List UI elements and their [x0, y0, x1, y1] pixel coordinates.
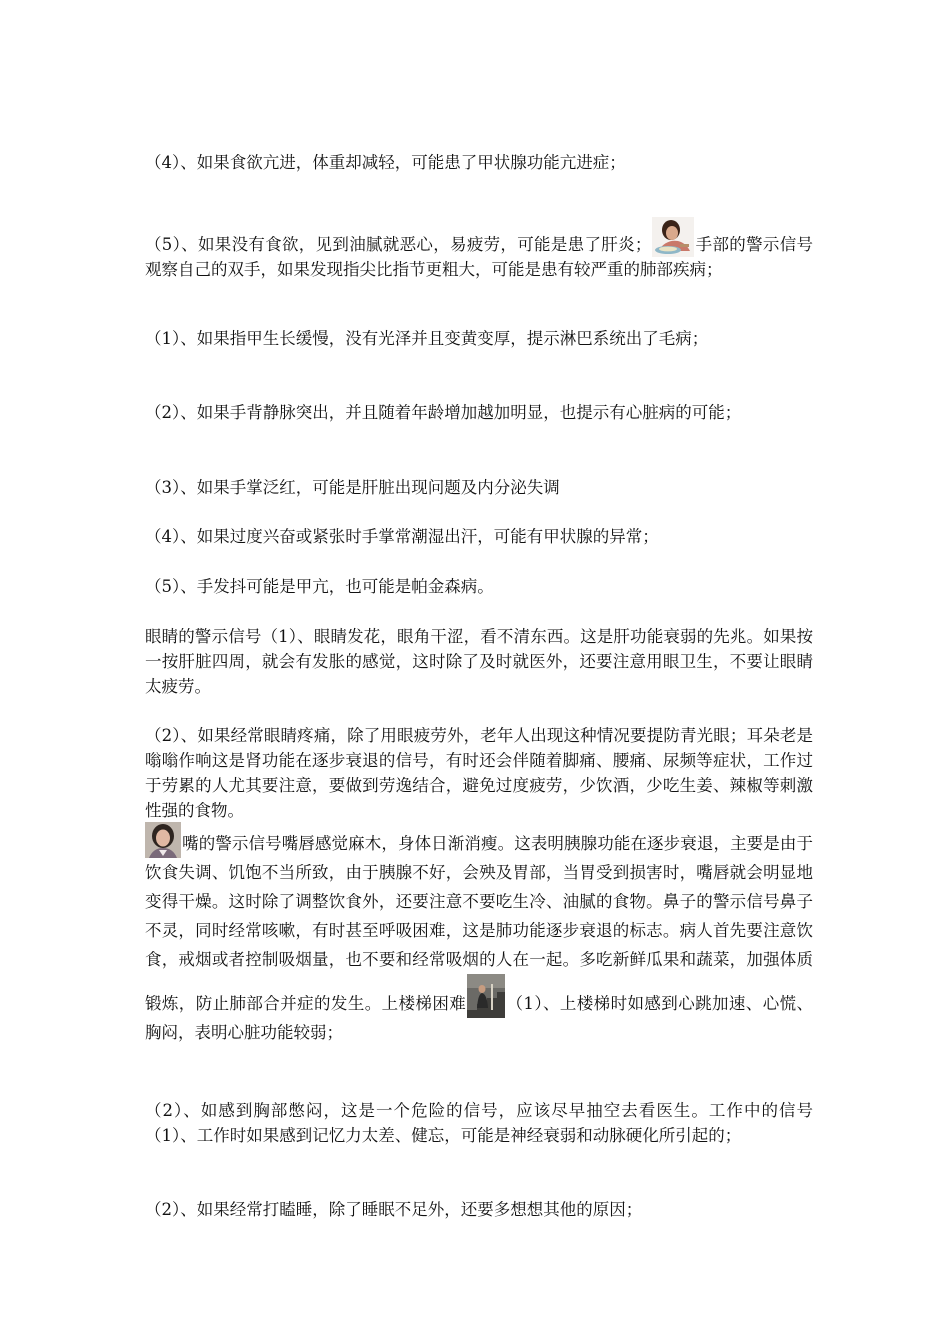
paragraph-text: 眼睛的警示信号（1）、眼睛发花，眼角干涩，看不清东西。这是肝功能衰弱的先兆。如果按一按肝脏四周，就会有发胀的感觉，这时除了及时就医外，还要注意用眼卫生，不要让眼睛太疲劳。: [145, 627, 813, 696]
paragraph-text: 嘴的警示信号嘴唇感觉麻木，身体日渐消瘦。这表明胰腺功能在逐步衰退，主要是由于饮食失调、饥饱不当所致，由于胰腺不好，会殃及胃部，当胃受到损害时，嘴唇就会明显地变得干燥。这时除了调整饮食外，还要注意不要吃生冷、油腻的食物。鼻子的警示信号鼻子不灵，同时经常咳嗽，有时甚至呼吸困难，这是肺功能逐步衰退的标志。病人首先要注意饮食，戒烟或者控制吸烟量，也不要和经常吸烟的人在一起。多吃新鲜瓜果和蔬菜，加强体质锻炼，防止肺部合并症的发生。上楼梯困难: [145, 834, 813, 1013]
paragraph-text: 手部的警示信号观察自己的双手，如果发现指尖比指节更粗大，可能是患有较严重的肺部疾病；: [145, 235, 814, 279]
paragraph-text: （2）、如果手背静脉突出，并且随着年龄增加越加明显，也提示有心脏病的可能；: [145, 403, 742, 422]
paragraph-text: （5）、手发抖可能是甲亢，也可能是帕金森病。: [145, 577, 494, 596]
woman-eating-photo: [652, 217, 694, 257]
paragraph-text: （2）、如果经常眼睛疼痛，除了用眼疲劳外，老年人出现这种情况要提防青光眼；耳朵老是嗡嗡作响这是肾功能在逐步衰退的信号，有时还会伴随着脚痛、腰痛、尿频等症状，工作过于劳累的人尤其要注意，要做到劳逸结合，避免过度疲劳，少饮酒，少吃生姜、辣椒等刺激性强的食物。: [145, 726, 813, 820]
paragraph-text: （5）、如果没有食欲，见到油腻就恶心，易疲劳，可能是患了肝炎；: [145, 235, 652, 254]
paragraph-text: （1）、上楼梯时如感到心跳加速、心慌、胸闷，表明心脏功能较弱；: [145, 994, 813, 1042]
paragraph-vein-2: [145, 400, 813, 425]
paragraph-eyes-2-ears: [145, 723, 813, 823]
paragraph-text: （1）、如果指甲生长缓慢，没有光泽并且变黄变厚，提示淋巴系统出了毛病；: [145, 329, 709, 348]
paragraph-appetite-4: [145, 150, 813, 175]
paragraph-appetite-5-hand: [145, 217, 813, 282]
paragraph-text: （2）、如感到胸部憋闷，这是一个危险的信号，应该尽早抽空去看医生。工作中的信号（1）、工作时如果感到记忆力太差、健忘，可能是神经衰弱和动脉硬化所引起的；: [145, 1101, 813, 1145]
paragraph-text: （3）、如果手掌泛红，可能是肝脏出现问题及内分泌失调: [145, 478, 560, 497]
paragraph-chest-work: [145, 1098, 813, 1148]
paragraph-text: （4）、如果过度兴奋或紧张时手掌常潮湿出汗，可能有甲状腺的异常；: [145, 527, 659, 546]
man-stairs-photo: [467, 974, 505, 1018]
paragraph-eyes: [145, 624, 813, 699]
paragraph-palm-3: [145, 475, 813, 500]
paragraph-drowsy-2: [145, 1197, 813, 1222]
paragraph-nail-1: [145, 326, 813, 351]
paragraph-text: （2）、如果经常打瞌睡，除了睡眠不足外，还要多想想其他的原因；: [145, 1200, 643, 1219]
paragraph-mouth-nose-stairs: [145, 822, 813, 1047]
paragraph-sweat-4: [145, 524, 813, 549]
paragraph-tremor-5: [145, 574, 813, 599]
paragraph-text: （4）、如果食欲亢进，体重却减轻，可能患了甲状腺功能亢进症；: [145, 153, 626, 172]
woman-portrait-photo: [145, 822, 181, 858]
